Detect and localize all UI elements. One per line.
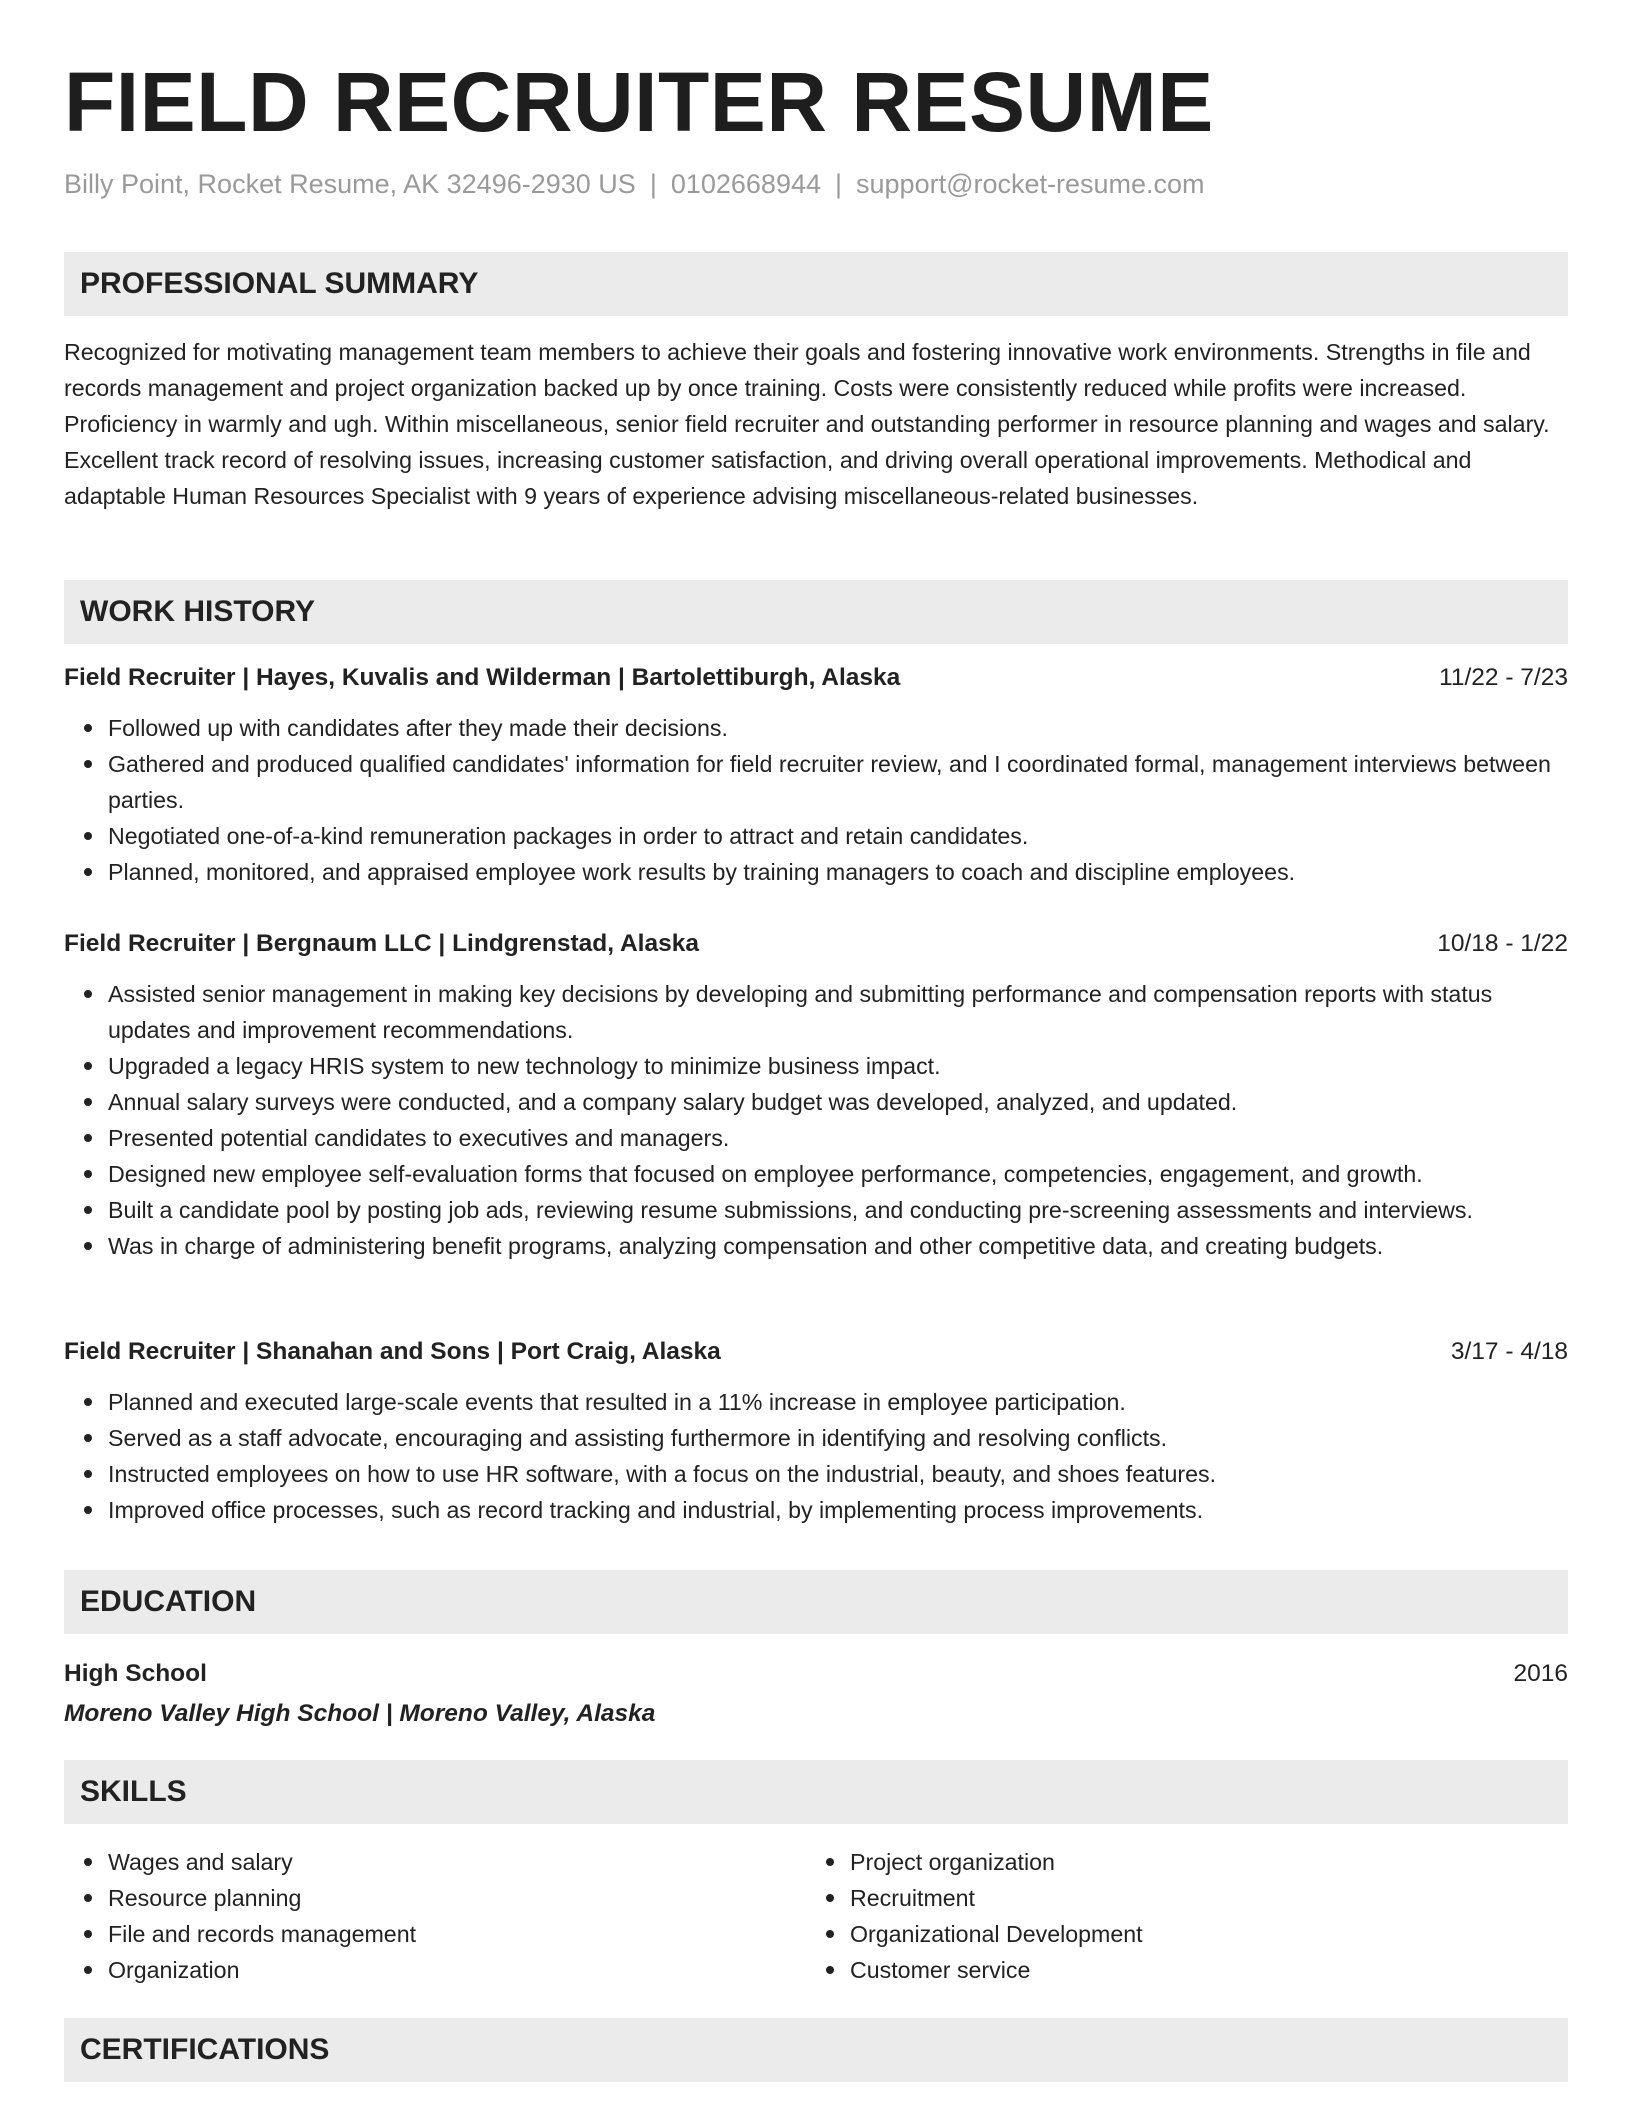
job-header: [64, 1334, 1568, 1370]
skill-item: Customer service: [850, 1952, 1143, 1988]
contact-email[interactable]: support@rocket-resume.com: [856, 169, 1205, 199]
section-heading-summary: PROFESSIONAL SUMMARY: [64, 252, 1568, 316]
job-entry: [64, 1334, 1568, 1528]
section-heading-education: EDUCATION: [64, 1570, 1568, 1634]
section-heading-certifications: CERTIFICATIONS: [64, 2018, 1568, 2082]
job-bullet: Built a candidate pool by posting job ads, reviewing resume submissions, and conducting pre-screening assessments and interviews.: [108, 1192, 1568, 1228]
job-bullets: [64, 1384, 1568, 1528]
job-bullet: Improved office processes, such as record tracking and industrial, by implementing process improvements.: [108, 1492, 1568, 1528]
job-bullet: Followed up with candidates after they made their decisions.: [108, 710, 1568, 746]
job-bullet: Planned, monitored, and appraised employee work results by training managers to coach and discipline employees.: [108, 854, 1568, 890]
section-heading-skills: SKILLS: [64, 1760, 1568, 1824]
contact-address: Billy Point, Rocket Resume, AK 32496-2930 US: [64, 169, 636, 199]
education-school: Moreno Valley High School | Moreno Valley, Alaska: [64, 1700, 656, 1727]
job-bullet: Was in charge of administering benefit programs, analyzing compensation and other competitive data, and creating budgets.: [108, 1228, 1568, 1264]
skills-column-left: [64, 1844, 416, 1988]
job-bullet: Gathered and produced qualified candidates' information for field recruiter review, and I coordinated formal, management interviews between parties.: [108, 746, 1568, 818]
job-bullet: Annual salary surveys were conducted, and a company salary budget was developed, analyzed, and updated.: [108, 1084, 1568, 1120]
job-entry: [64, 926, 1568, 1264]
skill-item: Organizational Development: [850, 1916, 1143, 1952]
job-bullet: Negotiated one-of-a-kind remuneration packages in order to attract and retain candidates.: [108, 818, 1568, 854]
job-header: [64, 926, 1568, 962]
job-bullet: Planned and executed large-scale events that resulted in a 11% increase in employee participation.: [108, 1384, 1568, 1420]
job-title: Field Recruiter | Bergnaum LLC | Lindgrenstad, Alaska: [64, 930, 699, 957]
skill-item: Organization: [108, 1952, 416, 1988]
job-dates: 11/22 - 7/23: [1439, 664, 1568, 691]
skill-item: Wages and salary: [108, 1844, 416, 1880]
education-entry: [64, 1656, 1568, 1732]
job-dates: 3/17 - 4/18: [1450, 1338, 1568, 1365]
education-year: 2016: [1513, 1660, 1568, 1687]
job-title: Field Recruiter | Shanahan and Sons | Port Craig, Alaska: [64, 1338, 721, 1365]
skill-item: Project organization: [850, 1844, 1143, 1880]
job-bullet: Presented potential candidates to executives and managers.: [108, 1120, 1568, 1156]
contact-phone: 0102668944: [670, 169, 821, 199]
job-header: [64, 660, 1568, 696]
job-bullet: Upgraded a legacy HRIS system to new technology to minimize business impact.: [108, 1048, 1568, 1084]
education-degree: High School: [64, 1660, 207, 1687]
skills-column-right: [806, 1844, 1143, 1988]
job-dates: 10/18 - 1/22: [1437, 930, 1568, 957]
contact-separator: |: [649, 169, 657, 199]
summary-text: Recognized for motivating management team members to achieve their goals and fostering innovative work environments. Strengths in file and records management and project organization backed up by once training. Costs were consistently reduced while profits were increased. Proficiency in warmly and ugh. Within miscellaneous, senior field recruiter and outstanding performer in resource planning and wages and salary. Excellent track record of resolving issues, increasing customer satisfaction, and driving overall operational improvements. Methodical and adaptable Human Resources Specialist with 9 years of experience advising miscellaneous-related businesses.: [64, 339, 1550, 509]
education-header: [64, 1656, 1568, 1692]
resume-title: FIELD RECRUITER RESUME: [64, 55, 1214, 149]
job-bullets: [64, 710, 1568, 890]
job-title: Field Recruiter | Hayes, Kuvalis and Wilderman | Bartolettiburgh, Alaska: [64, 664, 901, 691]
job-bullet: Served as a staff advocate, encouraging and assisting furthermore in identifying and resolving conflicts.: [108, 1420, 1568, 1456]
contact-separator: |: [835, 169, 843, 199]
job-bullet: Instructed employees on how to use HR software, with a focus on the industrial, beauty, and shoes features.: [108, 1456, 1568, 1492]
skill-item: Resource planning: [108, 1880, 416, 1916]
job-bullets: [64, 976, 1568, 1264]
job-bullet: Assisted senior management in making key decisions by developing and submitting performance and compensation reports with status updates and improvement recommendations.: [108, 976, 1568, 1048]
section-heading-work-history: WORK HISTORY: [64, 580, 1568, 644]
skill-item: Recruitment: [850, 1880, 1143, 1916]
job-bullet: Designed new employee self-evaluation forms that focused on employee performance, competencies, engagement, and growth.: [108, 1156, 1568, 1192]
skill-item: File and records management: [108, 1916, 416, 1952]
job-entry: [64, 660, 1568, 890]
contact-line: [64, 166, 1205, 202]
skills-bullets: [806, 1844, 1143, 1988]
skills-bullets: [64, 1844, 416, 1988]
